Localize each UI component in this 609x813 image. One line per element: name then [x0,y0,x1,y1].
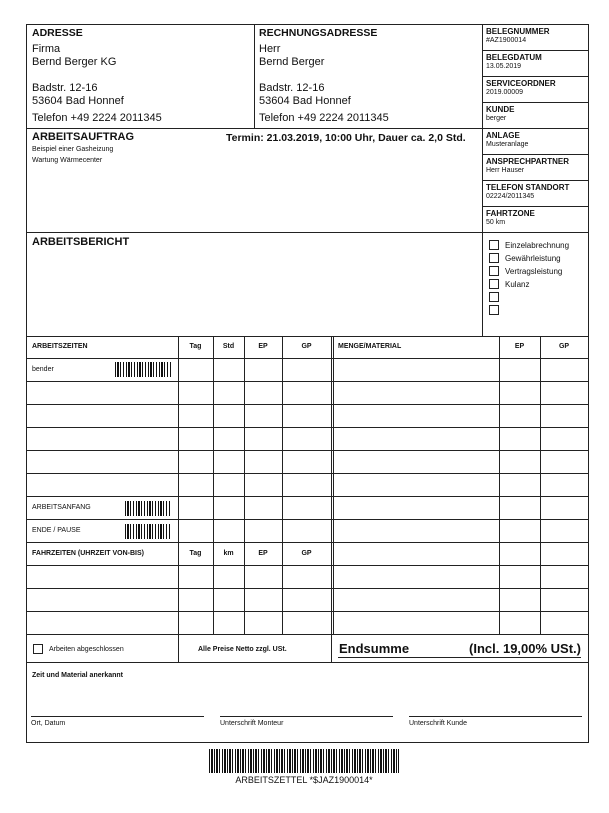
belegnummer-value: #AZ1900014 [486,37,527,44]
ort-datum-label: Ort, Datum [31,720,66,727]
option-einzelabrechnung: Einzelabrechnung [505,241,570,250]
preise-hinweis: Alle Preise Netto zzgl. USt. [198,646,287,653]
unterschrift-kunde-label: Unterschrift Kunde [409,720,467,727]
option-gewaehrleistung: Gewährleistung [505,254,561,263]
ansprechpartner-label: ANSPRECHPARTNER [486,157,569,166]
telefon-standort-label: TELEFON STANDORT [486,183,570,192]
endsumme-label: Endsumme [339,641,410,656]
kunde-label: KUNDE [486,105,515,114]
unterschrift-monteur-label: Unterschrift Monteur [220,720,284,727]
ende-pause-label: ENDE / PAUSE [32,527,81,534]
belegdatum-value: 13.05.2019 [486,63,522,70]
checkbox-arbeiten-abgeschlossen[interactable] [33,644,43,654]
rechnungsadresse-city: 53604 Bad Honnef [259,95,351,107]
fahrtzone-value: 50 km [486,219,506,226]
checkbox-kulanz[interactable] [489,279,499,289]
checkbox-extra-2[interactable] [489,305,499,315]
material-ep-header: EP [514,343,525,350]
barcode-caption: ARBEITSZETTEL *$JAZ1900014* [235,775,373,785]
rechnungsadresse-line2: Bernd Berger [259,56,325,68]
telefon-standort-value: 02224/2011345 [486,193,535,200]
belegdatum-label: BELEGDATUM [486,53,542,62]
barcode-ende-pause [125,524,171,539]
checkbox-gewaehrleistung[interactable] [489,253,499,263]
fahrzeiten-tag-header: Tag [189,550,202,557]
fahrzeiten-km-header: km [223,550,234,557]
rechnungsadresse-phone: Telefon +49 2224 2011345 [259,112,389,124]
checkbox-einzelabrechnung[interactable] [489,240,499,250]
ansprechpartner-value: Herr Hauser [486,167,525,174]
barcode-arbeitszettel [209,749,399,773]
adresse-street: Badstr. 12-16 [32,82,98,94]
arbeiten-abgeschlossen-label: Arbeiten abgeschlossen [49,646,124,653]
barcode-arbeitsanfang [125,501,171,516]
arbeitszeiten-ep-header: EP [258,343,268,350]
fahrzeiten-header: FAHRZEITEN (UHRZEIT VON-BIS) [32,550,144,557]
arbeitsbericht-heading: ARBEITSBERICHT [32,236,130,248]
anerkannt-label: Zeit und Material anerkannt [32,672,124,679]
adresse-heading: ADRESSE [32,27,83,39]
arbeitsauftrag-heading: ARBEITSAUFTRAG [32,131,135,143]
anlage-label: ANLAGE [486,131,520,140]
arbeitszeiten-gp-header: GP [301,343,312,350]
material-header: MENGE/MATERIAL [338,343,402,350]
arbeitszeiten-employee: bender [32,366,54,373]
fahrzeiten-gp-header: GP [301,550,312,557]
arbeitsauftrag-line2: Wartung Wärmecenter [32,157,103,164]
serviceordner-value: 2019.00009 [486,89,523,96]
rechnungsadresse-line1: Herr [259,43,281,55]
adresse-line1: Firma [32,43,61,55]
adresse-city: 53604 Bad Honnef [32,95,124,107]
adresse-phone: Telefon +49 2224 2011345 [32,112,162,124]
arbeitszeiten-std-header: Std [222,343,235,350]
option-vertragsleistung: Vertragsleistung [505,267,563,276]
serviceordner-label: SERVICEORDNER [486,79,556,88]
option-kulanz: Kulanz [505,280,530,289]
arbeitszeiten-tag-header: Tag [189,343,202,350]
termin-text: Termin: 21.03.2019, 10:00 Uhr, Dauer ca. 2,0 Std. [226,132,466,144]
ust-hinweis: (Incl. 19,00% USt.) [469,641,581,656]
adresse-line2: Bernd Berger KG [32,56,117,68]
fahrtzone-label: FAHRTZONE [486,209,535,218]
barcode-employee [115,362,171,377]
belegnummer-label: BELEGNUMMER [486,27,550,36]
material-gp-header: GP [558,343,570,350]
fahrzeiten-ep-header: EP [258,550,268,557]
checkbox-extra-1[interactable] [489,292,499,302]
checkbox-vertragsleistung[interactable] [489,266,499,276]
rechnungsadresse-street: Badstr. 12-16 [259,82,325,94]
arbeitsauftrag-line1: Beispiel einer Gasheizung [32,146,114,153]
anlage-value: Musteranlage [486,141,529,148]
arbeitszeiten-header: ARBEITSZEITEN [32,343,88,350]
rechnungsadresse-heading: RECHNUNGSADRESSE [259,27,378,39]
arbeitsanfang-label: ARBEITSANFANG [32,504,91,511]
kunde-value: berger [486,115,507,122]
